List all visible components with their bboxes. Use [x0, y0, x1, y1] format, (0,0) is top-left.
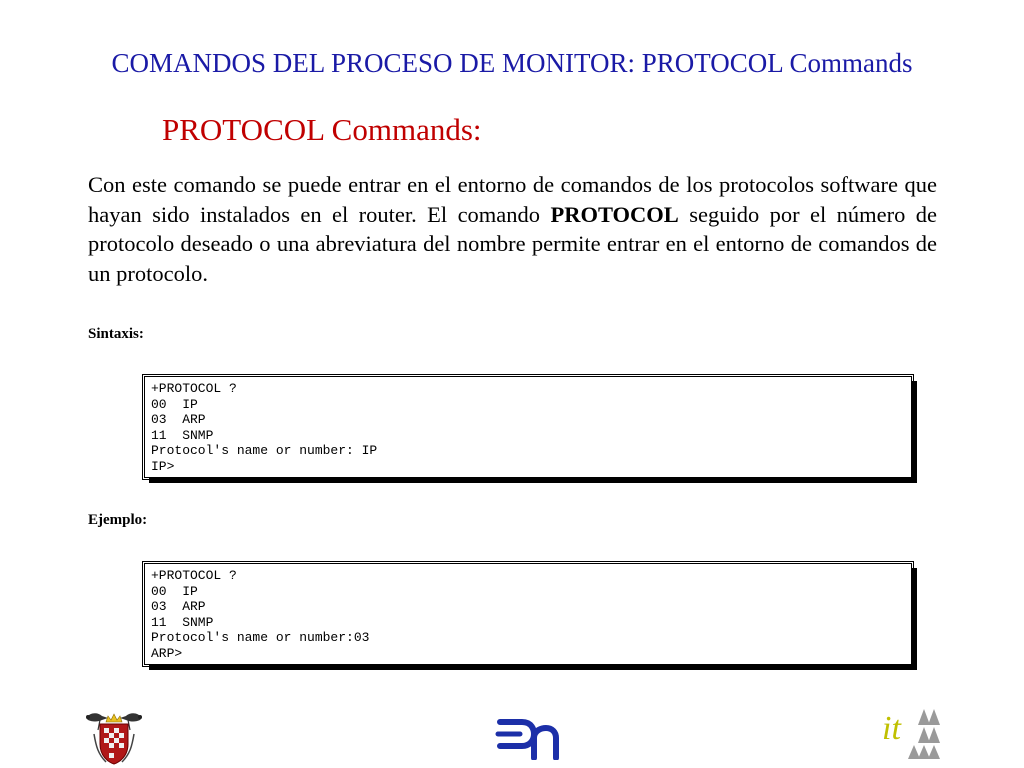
paragraph-text-start: Con este comando se puede entrar en el entorno de comandos de los protocolos software que hayan sido instalados en el router. El comando: [88, 172, 937, 227]
section-heading: PROTOCOL Commands:: [162, 112, 482, 147]
example-console-line: Protocol's name or number:03: [151, 630, 370, 646]
syntax-console-line: +PROTOCOL ?: [151, 381, 237, 396]
example-console: [144, 563, 912, 665]
description-paragraph: [88, 170, 937, 288]
paragraph-bold-command: PROTOCOL: [550, 201, 679, 227]
it-logo: [880, 703, 942, 761]
syntax-console-line: 11 SNMP: [151, 427, 214, 443]
syntax-label: Sintaxis:: [88, 326, 144, 342]
syntax-console-line: IP>: [151, 458, 175, 474]
university-crest-logo: [80, 704, 148, 766]
syntax-console-line: 03 ARP: [151, 412, 206, 428]
example-console-line: 00 IP: [151, 583, 198, 599]
example-console-line: +PROTOCOL ?: [151, 568, 237, 583]
example-console-line: ARP>: [151, 645, 183, 661]
paragraph-text-end: seguido por el número de protocolo deseado o una abreviatura del nombre permite entrar en el entorno de comandos de un protocolo.: [88, 201, 937, 286]
it-logo-text: it: [882, 710, 901, 747]
syntax-console: [144, 376, 912, 478]
department-logo: [494, 712, 562, 760]
syntax-console-line: Protocol's name or number: IP: [151, 443, 378, 459]
slide-title: COMANDOS DEL PROCESO DE MONITOR: PROTOCOL Commands: [111, 48, 913, 78]
example-console-line: 03 ARP: [151, 599, 206, 615]
syntax-console-line: 00 IP: [151, 396, 198, 412]
example-console-line: 11 SNMP: [151, 614, 214, 630]
example-label: Ejemplo:: [88, 512, 148, 528]
